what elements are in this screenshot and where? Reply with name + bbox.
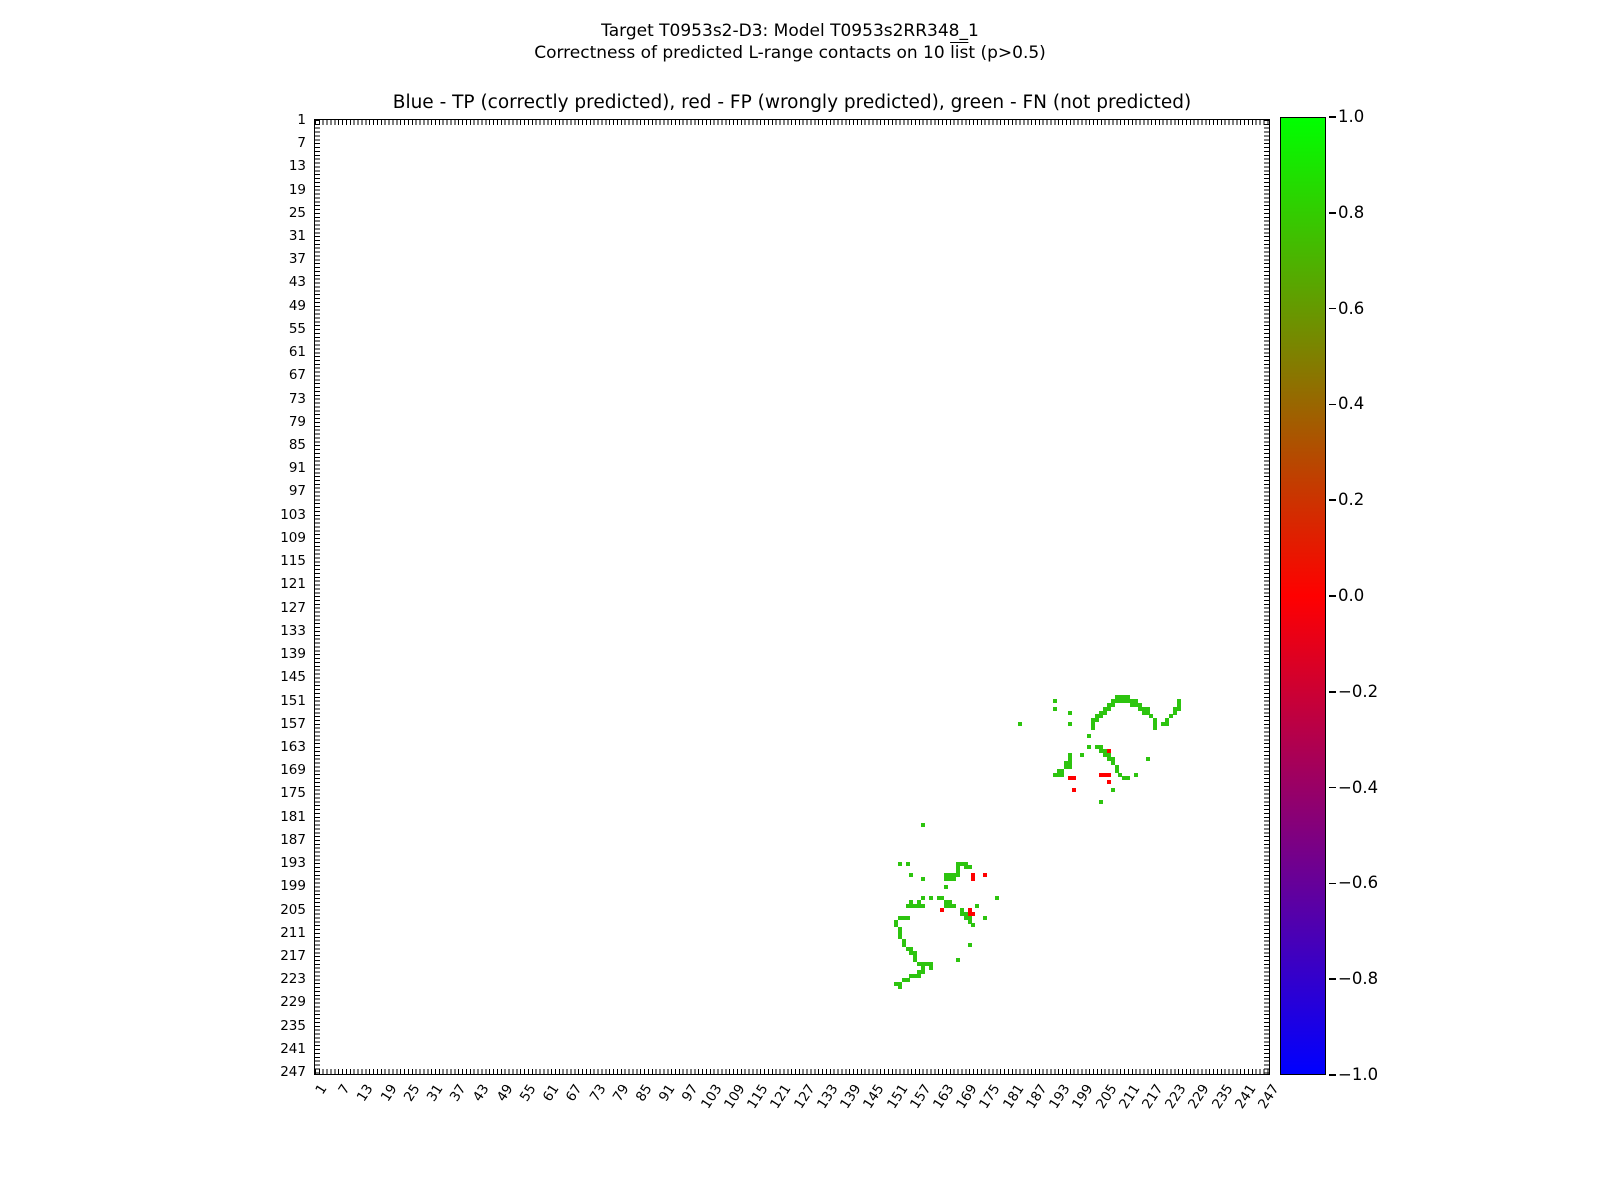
data-point-fn	[906, 916, 910, 920]
x-tick-label: 115	[744, 1081, 772, 1112]
data-point-fp	[1107, 780, 1111, 784]
x-axis-top-ticks	[315, 120, 1269, 125]
y-tick-label: 187	[280, 831, 306, 848]
data-point-fn	[1146, 757, 1150, 761]
data-point-fn	[1091, 726, 1095, 730]
x-tick-label: 181	[999, 1081, 1028, 1112]
colorbar-tick	[1329, 595, 1336, 597]
x-tick-label: 139	[837, 1081, 865, 1112]
y-tick-label: 37	[288, 251, 306, 268]
x-tick-label: 97	[679, 1081, 703, 1105]
data-point-fn	[1080, 753, 1084, 757]
y-tick-label: 193	[280, 855, 306, 872]
x-tick-label: 43	[470, 1081, 494, 1105]
data-point-fn	[1173, 711, 1177, 715]
data-point-fp	[983, 873, 987, 877]
data-point-fn	[968, 943, 972, 947]
x-tick-label: 49	[493, 1081, 517, 1105]
y-tick-label: 145	[280, 669, 306, 686]
data-point-fn	[1053, 773, 1057, 777]
x-tick-label: 241	[1231, 1081, 1260, 1112]
data-point-fn	[917, 974, 921, 978]
y-axis-right-ticks	[1264, 120, 1269, 1074]
data-point-fn	[909, 873, 913, 877]
y-tick-label: 13	[288, 158, 306, 175]
data-point-fn	[1057, 773, 1061, 777]
y-tick-label: 91	[288, 460, 306, 477]
y-tick-label: 85	[288, 437, 306, 454]
y-tick-label: 115	[280, 553, 306, 570]
x-tick-label: 151	[883, 1081, 912, 1112]
y-tick-label: 103	[280, 506, 306, 523]
y-tick-label: 139	[280, 646, 306, 663]
x-tick-label: 31	[423, 1081, 447, 1105]
figure-title-line2: Correctness of predicted L-range contacts on 10 $\overline{lis}t$ (p>0.5)	[534, 43, 1046, 63]
y-tick-label: 151	[280, 692, 306, 709]
data-point-fn	[995, 896, 999, 900]
colorbar-tick-label: −0.8	[1338, 969, 1379, 989]
y-tick-label: 169	[280, 762, 306, 779]
colorbar-tick	[1329, 404, 1336, 406]
x-tick-label: 91	[656, 1081, 679, 1105]
y-tick-label: 157	[280, 715, 306, 732]
colorbar-tick-label: 1.0	[1338, 107, 1365, 126]
x-tick-label: 1	[312, 1081, 331, 1098]
x-tick-label: 157	[906, 1081, 935, 1112]
colorbar-tick	[1329, 691, 1336, 693]
y-tick-label: 181	[280, 808, 306, 825]
data-point-fn	[1099, 714, 1103, 718]
x-tick-label: 217	[1139, 1081, 1167, 1112]
x-tick-label: 247	[1255, 1081, 1283, 1112]
data-point-fp	[1072, 776, 1076, 780]
x-tick-label: 127	[790, 1081, 819, 1112]
colorbar-tick	[1329, 1074, 1336, 1076]
data-point-fn	[1165, 722, 1169, 726]
x-tick-label: 121	[767, 1081, 795, 1112]
y-tick-label: 133	[280, 622, 306, 639]
y-tick-label: 19	[288, 181, 306, 198]
data-point-fn	[1087, 734, 1091, 738]
y-tick-label: 127	[280, 599, 306, 616]
x-tick-label: 109	[721, 1081, 749, 1112]
x-tick-label: 25	[400, 1081, 424, 1105]
data-point-fn	[968, 865, 972, 869]
x-tick-label: 163	[930, 1081, 958, 1112]
y-tick-label: 229	[280, 994, 306, 1011]
colorbar-tick	[1329, 787, 1336, 789]
colorbar-tick	[1329, 499, 1336, 501]
data-point-fp	[1107, 773, 1111, 777]
colorbar-tick-label: 0.4	[1338, 394, 1365, 414]
colorbar-tick-label: 0.6	[1338, 298, 1365, 318]
data-point-fn	[1153, 726, 1157, 730]
data-point-fn	[921, 823, 925, 827]
data-point-fn	[1095, 718, 1099, 722]
data-point-fn	[1068, 765, 1072, 769]
y-tick-label: 73	[288, 390, 306, 407]
x-tick-label: 73	[586, 1081, 610, 1105]
data-point-fn	[971, 923, 975, 927]
colorbar-tick-label: 0.0	[1338, 586, 1365, 605]
data-point-fn	[898, 985, 902, 989]
data-point-fn	[1169, 714, 1173, 718]
x-tick-label: 169	[953, 1081, 981, 1112]
x-tick-label: 223	[1162, 1081, 1190, 1112]
y-tick-label: 31	[288, 228, 306, 245]
colorbar-tick	[1329, 308, 1336, 310]
data-point-fn	[975, 904, 979, 908]
data-point-fn	[1068, 722, 1072, 726]
colorbar	[1280, 117, 1326, 1075]
data-point-fn	[1053, 699, 1057, 703]
colorbar-tick-label: 0.8	[1338, 202, 1365, 222]
data-point-fn	[1068, 711, 1072, 715]
x-tick-label: 229	[1185, 1081, 1213, 1112]
y-tick-label: 163	[280, 738, 306, 755]
colorbar-tick-label: −0.2	[1338, 681, 1379, 701]
figure-title	[0, 20, 1580, 64]
y-tick-label: 25	[288, 204, 306, 221]
data-point-fn	[1126, 776, 1130, 780]
x-tick-label: 55	[516, 1081, 540, 1105]
y-tick-label: 175	[280, 785, 306, 802]
colorbar-tick	[1329, 212, 1336, 214]
y-tick-label: 217	[280, 947, 306, 964]
data-point-fp	[971, 877, 975, 881]
x-tick-label: 211	[1115, 1081, 1144, 1112]
colorbar-tick-label: −1.0	[1338, 1065, 1379, 1084]
y-tick-label: 97	[288, 483, 306, 500]
data-point-fn	[983, 916, 987, 920]
colorbar-tick-label: −0.4	[1338, 777, 1379, 797]
colorbar-tick-label: −0.6	[1338, 873, 1379, 893]
data-point-fn	[956, 958, 960, 962]
data-point-fn	[921, 896, 925, 900]
data-point-fn	[1018, 722, 1022, 726]
x-tick-label: 193	[1046, 1081, 1074, 1112]
data-point-fp	[940, 908, 944, 912]
x-tick-label: 61	[539, 1081, 563, 1105]
data-point-fn	[944, 885, 948, 889]
x-tick-label: 103	[697, 1081, 726, 1112]
data-point-fn	[921, 970, 925, 974]
data-point-fn	[906, 862, 910, 866]
x-tick-label: 199	[1069, 1081, 1097, 1112]
y-tick-label: 205	[280, 901, 306, 918]
data-point-fn	[921, 877, 925, 881]
data-point-fn	[1111, 788, 1115, 792]
y-axis-left-ticks	[315, 120, 320, 1074]
y-tick-label: 1	[297, 111, 306, 128]
data-point-fn	[1099, 800, 1103, 804]
y-tick-label: 235	[280, 1017, 306, 1034]
data-point-fn	[1103, 711, 1107, 715]
data-point-fn	[1053, 707, 1057, 711]
figure-title-line1: Target T0953s2-D3: Model T0953s2RR348_1	[601, 21, 979, 41]
y-tick-label: 67	[288, 367, 306, 384]
x-tick-label: 145	[860, 1081, 888, 1112]
colorbar-tick	[1329, 116, 1336, 118]
y-tick-label: 199	[280, 878, 306, 895]
y-tick-label: 241	[280, 1040, 306, 1057]
x-tick-label: 205	[1092, 1081, 1121, 1112]
y-tick-label: 211	[280, 924, 306, 941]
data-point-fn	[956, 873, 960, 877]
data-point-fn	[1060, 773, 1064, 777]
y-tick-label: 61	[288, 344, 306, 361]
colorbar-tick-label: 0.2	[1338, 490, 1365, 510]
data-point-fn	[1134, 773, 1138, 777]
x-tick-label: 67	[563, 1081, 586, 1105]
x-axis-bottom-ticks	[315, 1069, 1269, 1074]
data-point-fn	[1111, 703, 1115, 707]
colorbar-tick	[1329, 883, 1336, 885]
axes-title: Blue - TP (correctly predicted), red - FP (wrongly predicted), green - FN (not predicted)	[392, 92, 1192, 113]
x-tick-label: 79	[609, 1081, 633, 1105]
data-point-fn	[1087, 745, 1091, 749]
x-tick-label: 13	[354, 1081, 377, 1105]
y-tick-label: 121	[280, 576, 306, 593]
x-tick-label: 235	[1208, 1081, 1237, 1112]
data-point-fn	[952, 904, 956, 908]
x-tick-label: 85	[632, 1081, 656, 1105]
main-plot-area	[314, 119, 1270, 1075]
y-tick-label: 247	[280, 1064, 306, 1081]
x-tick-label: 37	[447, 1081, 470, 1105]
x-tick-label: 187	[1022, 1081, 1051, 1112]
colorbar-tick	[1329, 978, 1336, 980]
data-point-fn	[906, 978, 910, 982]
data-point-fn	[1177, 707, 1181, 711]
data-point-fn	[1107, 707, 1111, 711]
data-point-fp	[1072, 788, 1076, 792]
y-tick-label: 55	[288, 320, 306, 337]
y-tick-label: 49	[288, 297, 306, 314]
x-tick-label: 175	[976, 1081, 1004, 1112]
y-tick-label: 7	[297, 135, 306, 152]
data-point-fn	[921, 904, 925, 908]
x-tick-label: 7	[335, 1081, 354, 1098]
data-point-fn	[929, 966, 933, 970]
data-point-fn	[952, 877, 956, 881]
x-tick-label: 133	[813, 1081, 842, 1112]
y-tick-label: 79	[288, 413, 306, 430]
x-tick-label: 19	[377, 1081, 401, 1105]
y-tick-label: 109	[280, 529, 306, 546]
data-point-fp	[971, 912, 975, 916]
y-tick-label: 43	[288, 274, 306, 291]
y-tick-label: 223	[280, 971, 306, 988]
data-point-fn	[929, 896, 933, 900]
data-point-fn	[898, 862, 902, 866]
